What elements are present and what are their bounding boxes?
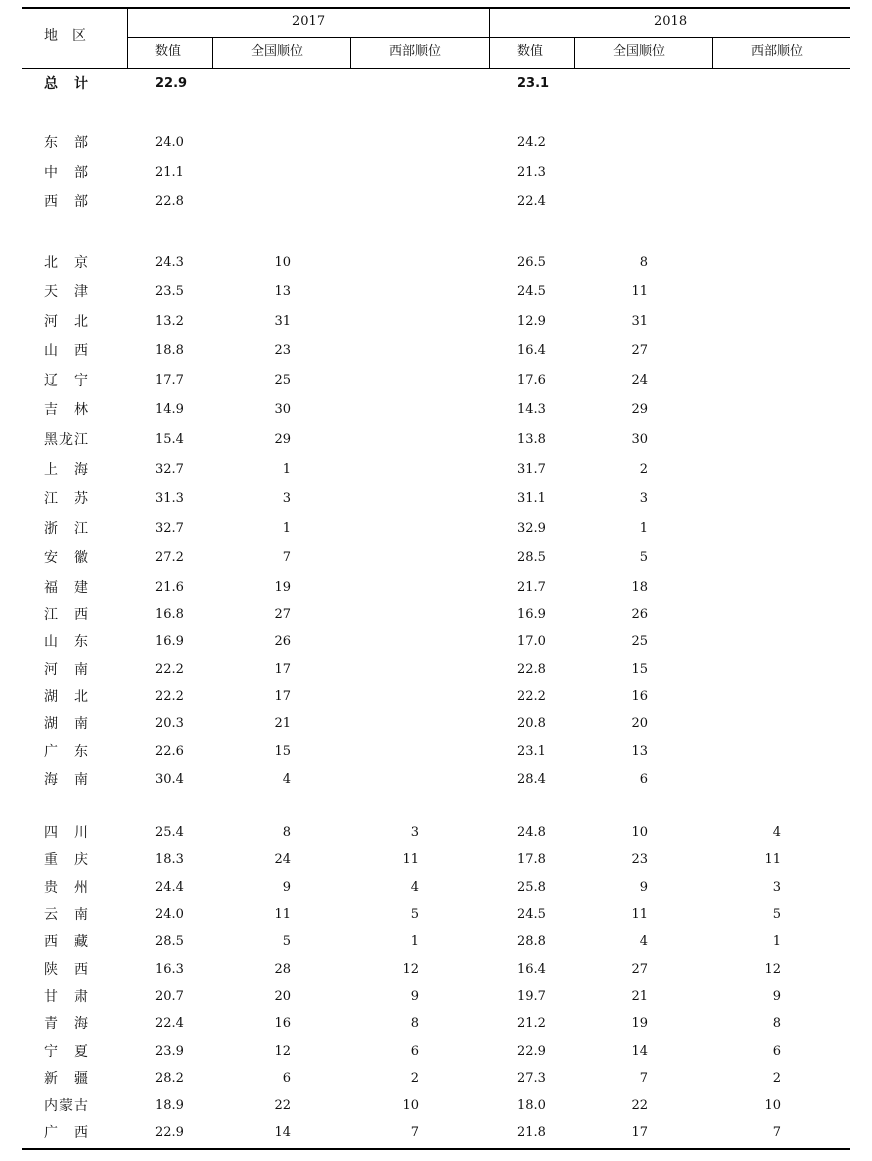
value-2017: 27.2 bbox=[155, 550, 184, 565]
west-rank-2018: 2 bbox=[772, 1071, 781, 1086]
national-rank-2017: 20 bbox=[274, 989, 291, 1004]
national-rank-2018: 15 bbox=[631, 662, 648, 677]
west-rank-2017: 7 bbox=[410, 1125, 419, 1140]
region-label: 吉林 bbox=[44, 402, 88, 418]
national-rank-2018: 14 bbox=[631, 1044, 648, 1059]
region-label: 河南 bbox=[44, 662, 88, 678]
national-rank-2017: 10 bbox=[274, 255, 291, 270]
national-rank-2017: 22 bbox=[274, 1098, 291, 1113]
value-2018: 23.1 bbox=[517, 76, 550, 91]
divider-2017-a bbox=[212, 37, 213, 69]
region-label: 中部 bbox=[44, 165, 88, 181]
west-rank-2017: 11 bbox=[402, 852, 419, 867]
value-2017: 14.9 bbox=[155, 402, 184, 417]
national-rank-2017: 25 bbox=[274, 373, 291, 388]
national-rank-2017: 27 bbox=[274, 607, 291, 622]
value-2018: 21.3 bbox=[517, 165, 546, 180]
header-bottom-rule bbox=[22, 68, 850, 69]
region-label: 湖北 bbox=[44, 689, 88, 705]
value-2017: 22.4 bbox=[155, 1016, 184, 1031]
national-rank-2017: 26 bbox=[274, 634, 291, 649]
value-2017: 24.4 bbox=[155, 880, 184, 895]
national-rank-2018: 29 bbox=[631, 402, 648, 417]
region-label: 西部 bbox=[44, 194, 88, 210]
national-rank-2018: 31 bbox=[631, 314, 648, 329]
value-2017: 21.6 bbox=[155, 580, 184, 595]
west-rank-2018: 11 bbox=[764, 852, 781, 867]
national-rank-2017: 5 bbox=[282, 934, 291, 949]
national-rank-2018: 24 bbox=[631, 373, 648, 388]
value-2018: 24.5 bbox=[517, 284, 546, 299]
value-2017: 20.3 bbox=[155, 716, 184, 731]
value-2017: 23.9 bbox=[155, 1044, 184, 1059]
region-label: 黑龙江 bbox=[44, 432, 88, 448]
divider-year bbox=[489, 8, 490, 69]
divider-region bbox=[127, 8, 128, 69]
value-2018: 22.8 bbox=[517, 662, 546, 677]
value-2017: 15.4 bbox=[155, 432, 184, 447]
national-rank-2017: 17 bbox=[274, 662, 291, 677]
national-rank-2017: 4 bbox=[282, 772, 291, 787]
value-2017: 21.1 bbox=[155, 165, 184, 180]
national-rank-2017: 19 bbox=[274, 580, 291, 595]
west-rank-2017: 4 bbox=[410, 880, 419, 895]
value-2017: 28.2 bbox=[155, 1071, 184, 1086]
national-rank-2017: 21 bbox=[274, 716, 291, 731]
national-rank-2018: 7 bbox=[639, 1071, 648, 1086]
west-rank-2018: 5 bbox=[772, 907, 781, 922]
west-rank-2018: 4 bbox=[772, 825, 781, 840]
national-rank-2018: 26 bbox=[631, 607, 648, 622]
value-2018: 24.5 bbox=[517, 907, 546, 922]
value-2017: 22.6 bbox=[155, 744, 184, 759]
region-label: 江苏 bbox=[44, 491, 88, 507]
value-2017: 22.9 bbox=[155, 1125, 184, 1140]
region-label: 天津 bbox=[44, 284, 88, 300]
national-rank-2018: 4 bbox=[639, 934, 648, 949]
region-label: 云南 bbox=[44, 907, 88, 923]
national-rank-2017: 14 bbox=[274, 1125, 291, 1140]
west-rank-2017: 10 bbox=[402, 1098, 419, 1113]
national-rank-2018: 18 bbox=[631, 580, 648, 595]
region-label: 江西 bbox=[44, 607, 88, 623]
value-2017: 32.7 bbox=[155, 462, 184, 477]
west-rank-2017: 9 bbox=[410, 989, 419, 1004]
value-2018: 21.2 bbox=[517, 1016, 546, 1031]
value-2018: 17.6 bbox=[517, 373, 546, 388]
value-2017: 16.3 bbox=[155, 962, 184, 977]
national-rank-2018: 22 bbox=[631, 1098, 648, 1113]
west-rank-2018: 10 bbox=[764, 1098, 781, 1113]
national-rank-2017: 12 bbox=[274, 1044, 291, 1059]
national-rank-2018: 5 bbox=[639, 550, 648, 565]
region-label: 浙江 bbox=[44, 521, 88, 537]
region-label: 河北 bbox=[44, 314, 88, 330]
region-label: 海南 bbox=[44, 772, 88, 788]
national-rank-2017: 8 bbox=[282, 825, 291, 840]
value-2018: 16.9 bbox=[517, 607, 546, 622]
value-2017: 23.5 bbox=[155, 284, 184, 299]
value-2017: 24.3 bbox=[155, 255, 184, 270]
national-rank-2018: 19 bbox=[631, 1016, 648, 1031]
value-2018: 18.0 bbox=[517, 1098, 546, 1113]
value-2018: 17.0 bbox=[517, 634, 546, 649]
national-rank-2018: 16 bbox=[631, 689, 648, 704]
national-rank-2017: 29 bbox=[274, 432, 291, 447]
national-rank-2018: 17 bbox=[631, 1125, 648, 1140]
header-year-2018: 2018 bbox=[654, 14, 688, 29]
national-rank-2017: 1 bbox=[282, 462, 291, 477]
value-2017: 22.2 bbox=[155, 662, 184, 677]
national-rank-2018: 10 bbox=[631, 825, 648, 840]
divider-2017-b bbox=[350, 37, 351, 69]
national-rank-2017: 17 bbox=[274, 689, 291, 704]
divider-2018-b bbox=[712, 37, 713, 69]
header-value-2018: 数值 bbox=[517, 44, 544, 59]
national-rank-2017: 28 bbox=[274, 962, 291, 977]
value-2017: 18.3 bbox=[155, 852, 184, 867]
west-rank-2018: 12 bbox=[764, 962, 781, 977]
header-national-2018: 全国顺位 bbox=[613, 44, 666, 59]
national-rank-2017: 24 bbox=[274, 852, 291, 867]
value-2018: 22.2 bbox=[517, 689, 546, 704]
value-2018: 24.8 bbox=[517, 825, 546, 840]
national-rank-2018: 1 bbox=[639, 521, 648, 536]
value-2017: 13.2 bbox=[155, 314, 184, 329]
region-label: 内蒙古 bbox=[44, 1098, 88, 1114]
west-rank-2017: 5 bbox=[410, 907, 419, 922]
value-2018: 12.9 bbox=[517, 314, 546, 329]
region-label: 四川 bbox=[44, 825, 88, 841]
region-label: 上海 bbox=[44, 462, 88, 478]
region-label: 广东 bbox=[44, 744, 88, 760]
value-2017: 20.7 bbox=[155, 989, 184, 1004]
region-label: 重庆 bbox=[44, 852, 88, 868]
value-2018: 25.8 bbox=[517, 880, 546, 895]
value-2018: 27.3 bbox=[517, 1071, 546, 1086]
region-label: 北京 bbox=[44, 255, 88, 271]
region-label: 甘肃 bbox=[44, 989, 88, 1005]
national-rank-2018: 23 bbox=[631, 852, 648, 867]
bottom-rule bbox=[22, 1148, 850, 1150]
value-2017: 18.9 bbox=[155, 1098, 184, 1113]
value-2017: 30.4 bbox=[155, 772, 184, 787]
national-rank-2018: 11 bbox=[631, 284, 648, 299]
top-rule bbox=[22, 7, 850, 9]
west-rank-2018: 1 bbox=[772, 934, 781, 949]
national-rank-2017: 3 bbox=[282, 491, 291, 506]
value-2017: 22.9 bbox=[155, 76, 188, 91]
divider-2018-a bbox=[574, 37, 575, 69]
value-2017: 31.3 bbox=[155, 491, 184, 506]
value-2018: 28.8 bbox=[517, 934, 546, 949]
value-2017: 24.0 bbox=[155, 907, 184, 922]
value-2018: 21.8 bbox=[517, 1125, 546, 1140]
national-rank-2018: 3 bbox=[639, 491, 648, 506]
west-rank-2018: 9 bbox=[772, 989, 781, 1004]
national-rank-2018: 8 bbox=[639, 255, 648, 270]
national-rank-2017: 13 bbox=[274, 284, 291, 299]
west-rank-2018: 6 bbox=[772, 1044, 781, 1059]
header-year-2017: 2017 bbox=[292, 14, 326, 29]
national-rank-2018: 13 bbox=[631, 744, 648, 759]
national-rank-2018: 27 bbox=[631, 343, 648, 358]
national-rank-2017: 1 bbox=[282, 521, 291, 536]
value-2018: 16.4 bbox=[517, 962, 546, 977]
value-2018: 22.9 bbox=[517, 1044, 546, 1059]
national-rank-2018: 20 bbox=[631, 716, 648, 731]
west-rank-2017: 2 bbox=[410, 1071, 419, 1086]
value-2017: 22.2 bbox=[155, 689, 184, 704]
national-rank-2018: 27 bbox=[631, 962, 648, 977]
national-rank-2018: 11 bbox=[631, 907, 648, 922]
region-label: 辽宁 bbox=[44, 373, 88, 389]
value-2018: 22.4 bbox=[517, 194, 546, 209]
value-2017: 25.4 bbox=[155, 825, 184, 840]
national-rank-2018: 21 bbox=[631, 989, 648, 1004]
national-rank-2018: 9 bbox=[639, 880, 648, 895]
value-2018: 21.7 bbox=[517, 580, 546, 595]
header-national-2017: 全国顺位 bbox=[251, 44, 304, 59]
header-west-2017: 西部顺位 bbox=[389, 44, 442, 59]
national-rank-2018: 6 bbox=[639, 772, 648, 787]
west-rank-2017: 12 bbox=[402, 962, 419, 977]
value-2018: 28.5 bbox=[517, 550, 546, 565]
region-label: 东部 bbox=[44, 135, 88, 151]
value-2017: 18.8 bbox=[155, 343, 184, 358]
header-region: 地 区 bbox=[44, 28, 86, 44]
region-label: 新疆 bbox=[44, 1071, 88, 1087]
value-2018: 20.8 bbox=[517, 716, 546, 731]
region-label: 山东 bbox=[44, 634, 88, 650]
value-2017: 17.7 bbox=[155, 373, 184, 388]
value-2018: 23.1 bbox=[517, 744, 546, 759]
national-rank-2017: 15 bbox=[274, 744, 291, 759]
national-rank-2017: 9 bbox=[282, 880, 291, 895]
national-rank-2017: 11 bbox=[274, 907, 291, 922]
west-rank-2017: 6 bbox=[410, 1044, 419, 1059]
region-label: 西藏 bbox=[44, 934, 88, 950]
value-2018: 24.2 bbox=[517, 135, 546, 150]
national-rank-2017: 6 bbox=[282, 1071, 291, 1086]
value-2017: 16.9 bbox=[155, 634, 184, 649]
region-label: 贵州 bbox=[44, 880, 88, 896]
region-label: 山西 bbox=[44, 343, 88, 359]
value-2017: 22.8 bbox=[155, 194, 184, 209]
region-label: 福建 bbox=[44, 580, 88, 596]
value-2017: 32.7 bbox=[155, 521, 184, 536]
value-2018: 26.5 bbox=[517, 255, 546, 270]
header-west-2018: 西部顺位 bbox=[751, 44, 804, 59]
national-rank-2018: 25 bbox=[631, 634, 648, 649]
region-label: 陕西 bbox=[44, 962, 88, 978]
national-rank-2017: 7 bbox=[282, 550, 291, 565]
west-rank-2018: 8 bbox=[772, 1016, 781, 1031]
region-label: 湖南 bbox=[44, 716, 88, 732]
national-rank-2017: 30 bbox=[274, 402, 291, 417]
national-rank-2018: 2 bbox=[639, 462, 648, 477]
region-label: 青海 bbox=[44, 1016, 88, 1032]
west-rank-2018: 7 bbox=[772, 1125, 781, 1140]
region-label: 广西 bbox=[44, 1125, 88, 1141]
west-rank-2017: 1 bbox=[410, 934, 419, 949]
value-2018: 31.1 bbox=[517, 491, 546, 506]
value-2017: 16.8 bbox=[155, 607, 184, 622]
value-2018: 32.9 bbox=[517, 521, 546, 536]
region-label: 宁夏 bbox=[44, 1044, 88, 1060]
header-value-2017: 数值 bbox=[155, 44, 182, 59]
value-2018: 16.4 bbox=[517, 343, 546, 358]
west-rank-2018: 3 bbox=[772, 880, 781, 895]
west-rank-2017: 8 bbox=[410, 1016, 419, 1031]
west-rank-2017: 3 bbox=[410, 825, 419, 840]
value-2018: 28.4 bbox=[517, 772, 546, 787]
value-2018: 17.8 bbox=[517, 852, 546, 867]
national-rank-2017: 31 bbox=[274, 314, 291, 329]
region-label: 总计 bbox=[44, 76, 88, 92]
national-rank-2018: 30 bbox=[631, 432, 648, 447]
value-2017: 28.5 bbox=[155, 934, 184, 949]
value-2017: 24.0 bbox=[155, 135, 184, 150]
value-2018: 14.3 bbox=[517, 402, 546, 417]
region-label: 安徽 bbox=[44, 550, 88, 566]
value-2018: 13.8 bbox=[517, 432, 546, 447]
national-rank-2017: 16 bbox=[274, 1016, 291, 1031]
value-2018: 31.7 bbox=[517, 462, 546, 477]
value-2018: 19.7 bbox=[517, 989, 546, 1004]
national-rank-2017: 23 bbox=[274, 343, 291, 358]
